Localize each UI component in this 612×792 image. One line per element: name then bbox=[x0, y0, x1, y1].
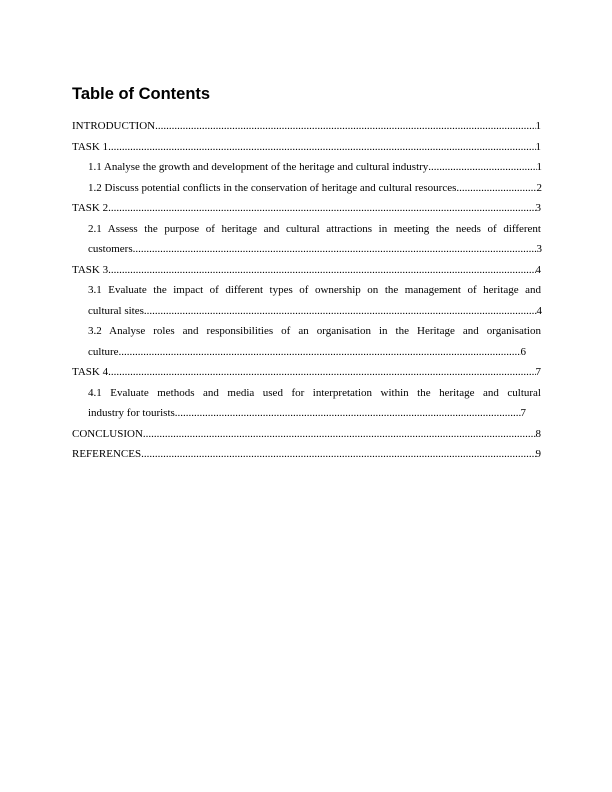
toc-page-number: 3 bbox=[535, 202, 541, 214]
toc-page-number: 4 bbox=[535, 263, 541, 276]
dot-leader bbox=[141, 444, 535, 465]
dot-leader bbox=[144, 301, 537, 322]
toc-entry-label: TASK 3 bbox=[72, 263, 109, 276]
toc-entry-label-line-2: industry for tourists bbox=[88, 407, 175, 419]
toc-entry-label-line-1: 2.1 Assess the purpose of heritage and cultural attractions in meeting the needs of different bbox=[88, 222, 541, 235]
toc-entry-task-1[interactable] bbox=[72, 137, 541, 158]
toc-entry-2-1[interactable] bbox=[88, 219, 541, 260]
toc-entry-3-1[interactable] bbox=[88, 280, 541, 321]
dot-leader bbox=[108, 198, 535, 219]
toc-title: Table of Contents bbox=[72, 85, 211, 103]
toc-entry-label: TASK 2 bbox=[72, 202, 109, 214]
toc-page-number: 9 bbox=[535, 448, 541, 460]
toc-page-number: 4 bbox=[536, 304, 542, 317]
toc-page-number: 1 bbox=[535, 120, 541, 132]
toc-page-number: 7 bbox=[535, 366, 541, 378]
toc-entry-label: TASK 1 bbox=[72, 140, 109, 153]
toc-entry-label-line-2: cultural sites bbox=[88, 304, 144, 317]
toc-page-number: 2 bbox=[536, 181, 542, 194]
dot-leader bbox=[155, 116, 535, 137]
toc-entry-label: TASK 4 bbox=[72, 366, 109, 378]
dot-leader bbox=[175, 403, 521, 424]
toc-entry-label-line-2: culture bbox=[88, 345, 119, 358]
toc-entry-task-4[interactable] bbox=[72, 362, 541, 383]
dot-leader bbox=[133, 239, 537, 260]
dot-leader bbox=[143, 424, 536, 445]
toc-entry-task-3[interactable] bbox=[72, 260, 541, 281]
toc-entry-label-line-1: 3.1 Evaluate the impact of different types of ownership on the management of heritage and bbox=[88, 284, 541, 296]
toc-entry-label: 1.1 Analyse the growth and development of the heritage and cultural industry bbox=[88, 161, 429, 173]
toc-entry-3-2[interactable] bbox=[88, 321, 541, 362]
dot-leader bbox=[456, 178, 536, 199]
toc-page-number: 1 bbox=[535, 140, 541, 153]
dot-leader bbox=[108, 260, 535, 281]
toc-entry-references[interactable] bbox=[72, 444, 541, 465]
toc-entry-task-2[interactable] bbox=[72, 198, 541, 219]
dot-leader bbox=[428, 157, 536, 178]
toc-page-number: 7 bbox=[520, 407, 526, 419]
toc-page-number: 8 bbox=[535, 427, 541, 440]
toc-entry-label: INTRODUCTION bbox=[72, 120, 156, 132]
toc-entry-introduction[interactable] bbox=[72, 116, 541, 137]
dot-leader bbox=[119, 342, 521, 363]
toc-page-number: 1 bbox=[536, 161, 542, 173]
toc-page-number: 3 bbox=[536, 243, 542, 255]
toc-page-number: 6 bbox=[520, 345, 526, 358]
toc-entry-conclusion[interactable] bbox=[72, 424, 541, 445]
table-of-contents bbox=[72, 116, 541, 465]
toc-entry-label-line-2: customers bbox=[88, 243, 133, 255]
toc-entry-4-1[interactable] bbox=[88, 383, 541, 424]
toc-entry-label: CONCLUSION bbox=[72, 427, 143, 440]
toc-entry-label-line-1: 3.2 Analyse roles and responsibilities of an organisation in the Heritage and organisation bbox=[88, 325, 541, 337]
toc-entry-label-line-1: 4.1 Evaluate methods and media used for interpretation within the heritage and cultural bbox=[88, 386, 541, 399]
toc-entry-label: 1.2 Discuss potential conflicts in the conservation of heritage and cultural resources bbox=[88, 181, 457, 194]
dot-leader bbox=[108, 362, 535, 383]
toc-entry-1-2[interactable] bbox=[88, 178, 541, 199]
toc-entry-label: REFERENCES bbox=[72, 448, 142, 460]
dot-leader bbox=[108, 137, 535, 158]
toc-entry-1-1[interactable] bbox=[88, 157, 541, 178]
